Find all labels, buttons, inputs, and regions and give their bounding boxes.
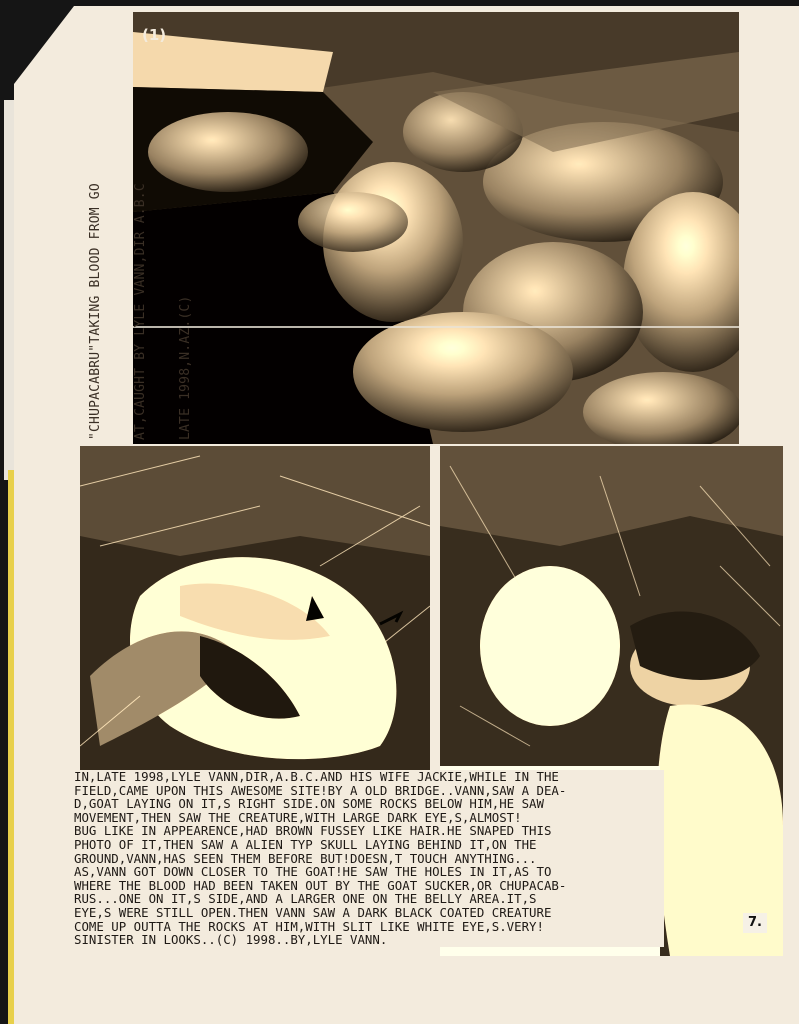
side-caption-line: AT,CAUGHT BY LYLE VANN,DIR A.B.C: [133, 183, 148, 440]
story-line: FIELD,CAME UPON THIS AWESOME SITE!BY A OLD BRIDGE..VANN,SAW A DEA-: [74, 782, 567, 798]
story-line: GROUND,VANN,HAS SEEN THEM BEFORE BUT!DOESN,T TOUCH ANYTHING...: [74, 850, 537, 866]
story-line: EYE,S WERE STILL OPEN.THEN VANN SAW A DARK BLACK COATED CREATURE: [74, 904, 552, 920]
story-line: MOVEMENT,THEN SAW THE CREATURE,WITH LARGE DARK EYE,S,ALMOST!: [74, 809, 522, 825]
story-line: PHOTO OF IT,THEN SAW A ALIEN TYP SKULL LAYING BEHIND IT,ON THE: [74, 836, 537, 852]
story-text: [74, 770, 664, 947]
story-line: BUG LIKE IN APPEARENCE,HAD BROWN FUSSEY LIKE HAIR.HE SNAPED THIS: [74, 823, 552, 839]
side-caption-line: LATE 1998,N.AZ.(C): [178, 295, 193, 440]
story-line: RUS...ONE ON IT,S SIDE,AND A LARGER ONE ON THE BELLY AREA.IT,S: [74, 891, 537, 907]
page-number: 7.: [743, 913, 767, 933]
side-caption: [58, 80, 193, 440]
story-line: WHERE THE BLOOD HAD BEEN TAKEN OUT BY THE GOAT SUCKER,OR CHUPACAB-: [74, 877, 567, 893]
side-caption-line: "CHUPACABRU"TAKING BLOOD FROM GO: [88, 183, 103, 440]
photo-number-mark: (1): [142, 26, 167, 44]
photo-rocks-creature: [133, 12, 739, 444]
yellow-sheet-edge: [8, 470, 14, 1024]
underlying-sheet-edge: [4, 100, 14, 480]
photo-crease-line: [133, 326, 739, 328]
story-line: IN,LATE 1998,LYLE VANN,DIR,A.B.C.AND HIS WIFE JACKIE,WHILE IN THE: [74, 769, 559, 784]
story-line: D,GOAT LAYING ON IT,S RIGHT SIDE.ON SOME ROCKS BELOW HIM,HE SAW: [74, 796, 544, 812]
story-line: AS,VANN GOT DOWN CLOSER TO THE GOAT!HE SAW THE HOLES IN IT,AS TO: [74, 864, 552, 880]
photo-goat-left: [80, 446, 430, 770]
story-line: SINISTER IN LOOKS..(C) 1998..BY,LYLE VANN.: [74, 932, 388, 948]
story-line: COME UP OUTTA THE ROCKS AT HIM,WITH SLIT LIKE WHITE EYE,S.VERY!: [74, 918, 544, 934]
